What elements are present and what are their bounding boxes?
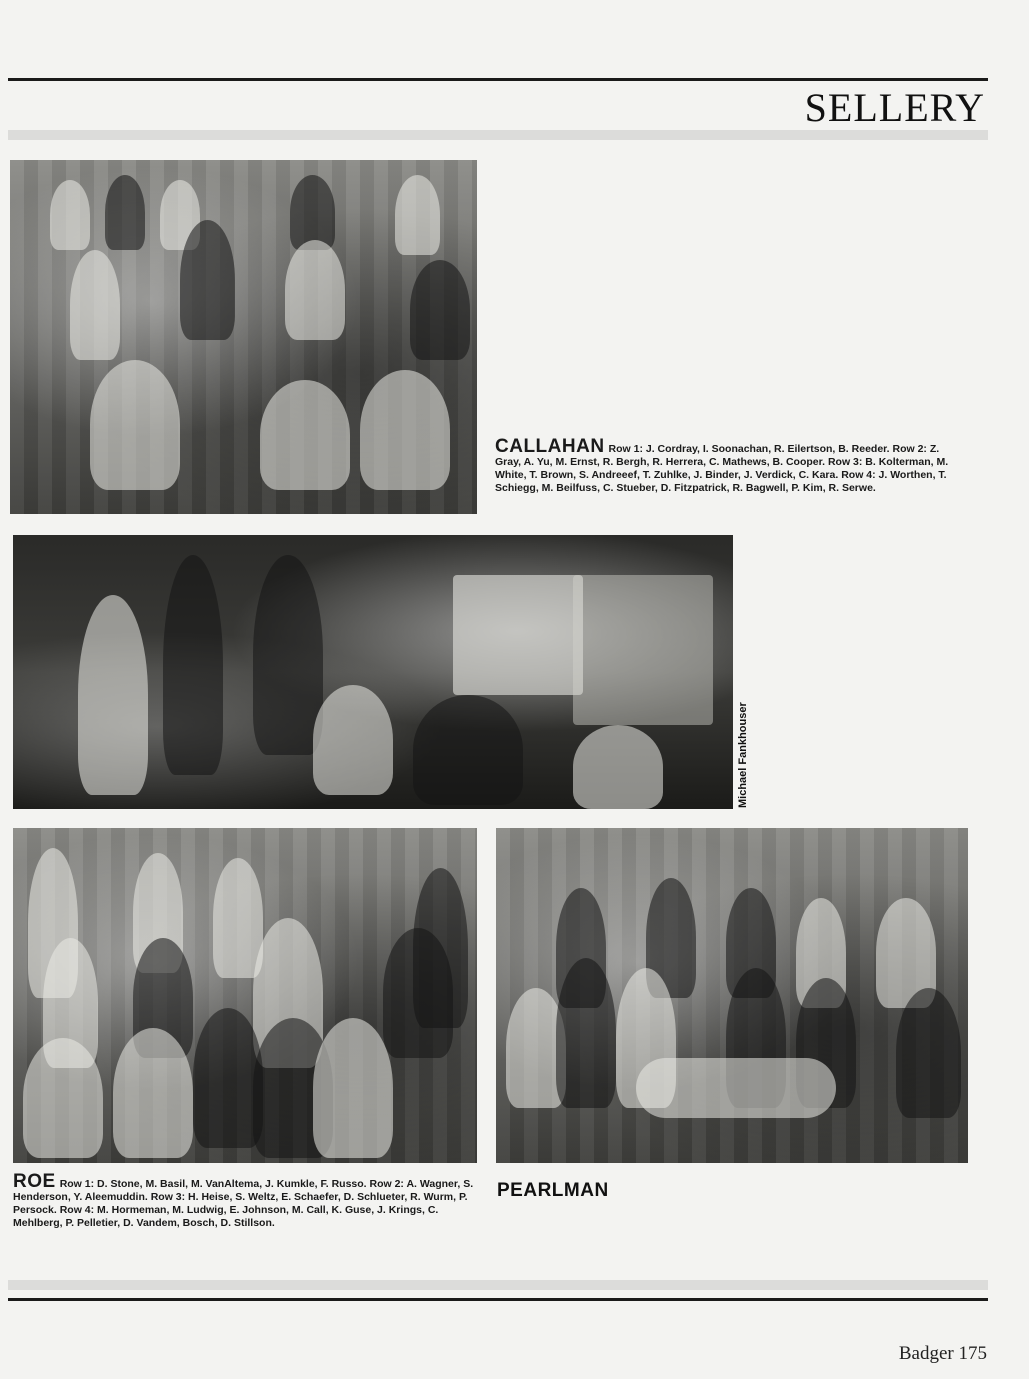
- roe-photo: [13, 828, 477, 1163]
- callahan-name: CALLAHAN: [495, 436, 605, 457]
- page-footer: Badger 175: [898, 1343, 987, 1364]
- roe-roster: Row 1: D. Stone, M. Basil, M. VanAltema, J. Kumkle, F. Russo. Row 2: A. Wagner, S. Henderson, Y. Aleemuddin. Row 3: H. Heise, S. Weltz, E. Schaefer, D. Schlueter, R. Wurm, P. Persock. Row 4: M. Hormeman, M. Ludwig, E. Johnson, M. Call, K. Guse, J. Krings, C. Mehlberg, P. Pelletier, D. Vandem, Bosch, D. Stillson.: [13, 1178, 474, 1229]
- callahan-caption: [495, 436, 965, 495]
- pearlman-caption: PEARLMAN: [497, 1180, 609, 1201]
- callahan-roster: Row 1: J. Cordray, I. Soonachan, R. Eilertson, B. Reeder. Row 2: Z. Gray, A. Yu, M. Ernst, R. Bergh, R. Herrera, C. Mathews, B. Cooper. Row 3: B. Kolterman, M. White, T. Brown, S. Andreeef, T. Zuhlke, J. Binder, J. Verdick, C. Kara. Row 4: J. Worthen, T. Schiegg, M. Beilfuss, C. Stueber, D. Fitzpatrick, R. Bagwell, P. Kim, R. Serwe.: [495, 443, 949, 494]
- candid-photo: [13, 535, 733, 809]
- top-rule: [8, 78, 988, 81]
- header-shade-bar: [8, 130, 988, 140]
- photo-credit: Michael Fankhouser: [737, 702, 749, 808]
- roe-caption: [13, 1171, 475, 1230]
- roe-name: ROE: [13, 1171, 56, 1192]
- callahan-photo: [10, 160, 477, 514]
- bottom-rule: [8, 1298, 988, 1301]
- footer-shade-bar: [8, 1280, 988, 1290]
- section-title: SELLERY: [804, 85, 985, 130]
- pearlman-photo: [496, 828, 968, 1163]
